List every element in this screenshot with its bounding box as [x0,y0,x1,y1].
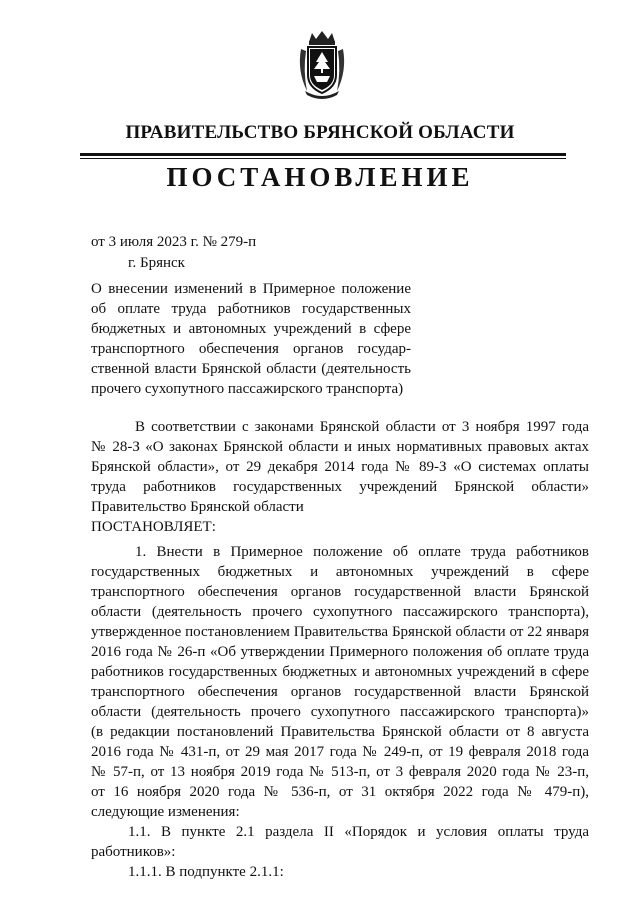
subject-line: транспортного обеспечения органов государ- [91,341,411,357]
preamble-line: ПОСТАНОВЛЯЕТ: [91,519,216,535]
body-line: 1.1. В пункте 2.1 раздела II «Порядок и условия оплаты труда [128,824,589,840]
document-type-title: ПОСТАНОВЛЕНИЕ [166,162,474,192]
body-line: работников»: [91,844,176,860]
date-and-number: от 3 июля 2023 г. № 279-п [91,234,257,250]
body-line: транспортного обеспечения органов государственной власти Брянской [91,684,589,700]
preamble-line: № 28-З «О законах Брянской области и иных нормативных правовых актах [91,439,589,455]
body-line: следующие изменения: [91,804,240,820]
subject-line: О внесении изменений в Примерное положение [91,281,411,297]
body-line: 1. Внести в Примерное положение об оплате труда работников [135,544,589,560]
subject-line: прочего сухопутного пассажирского транспорта) [91,381,404,397]
preamble-line: В соответствии с законами Брянской области от 3 ноября 1997 года [135,419,589,435]
header-rule-thick [80,153,566,156]
body-line: утвержденное постановлением Правительства Брянской области от 22 января [91,624,589,640]
preamble-line: Брянской области», от 29 декабря 2014 года № 89-З «О системах оплаты [91,459,589,475]
body-line: 2016 года № 431-п, от 29 мая 2017 года № 249-п, от 19 февраля 2018 года [91,744,589,760]
body-line: области (деятельность прочего сухопутного пассажирского транспорта), [91,604,589,620]
body-line: транспортного обеспечения органов государственной власти Брянской [91,584,589,600]
body-line: 2016 года № 26-п «Об утверждении Примерного положения об оплате труда [91,644,589,660]
body-line: области (деятельность прочего сухопутного пассажирского транспорта)» [91,704,589,720]
body-line: от 16 ноября 2020 года № 536-п, от 31 октября 2022 года № 479-п), [91,784,589,800]
coat-of-arms-emblem [297,29,347,100]
subject-line: бюджетных и автономных учреждений в сфере [91,321,411,337]
header-rule-thin [80,158,566,159]
preamble-paragraph [91,417,589,537]
preamble-line: Правительство Брянской области [91,499,304,515]
body-line: № 57-п, от 13 ноября 2019 года № 513-п, от 3 февраля 2020 года № 23-п, [91,764,589,780]
body-line: государственных бюджетных и автономных учреждений в сфере [91,564,589,580]
preamble-line: труда работников государственных учреждений Брянской области» [91,479,589,495]
subject-block [91,279,411,399]
body-line: работников государственных бюджетных и автономных учреждений в сфере [91,664,589,680]
body-line: (в редакции постановлений Правительства Брянской области от 8 августа [91,724,589,740]
government-name: ПРАВИТЕЛЬСТВО БРЯНСКОЙ ОБЛАСТИ [125,122,515,143]
subject-line: ственной власти Брянской области (деятельность [91,361,411,377]
subject-line: об оплате труда работников государственных [91,301,411,317]
city: г. Брянск [128,255,185,271]
body-paragraph [91,542,589,882]
body-line: 1.1.1. В подпункте 2.1.1: [128,864,284,880]
